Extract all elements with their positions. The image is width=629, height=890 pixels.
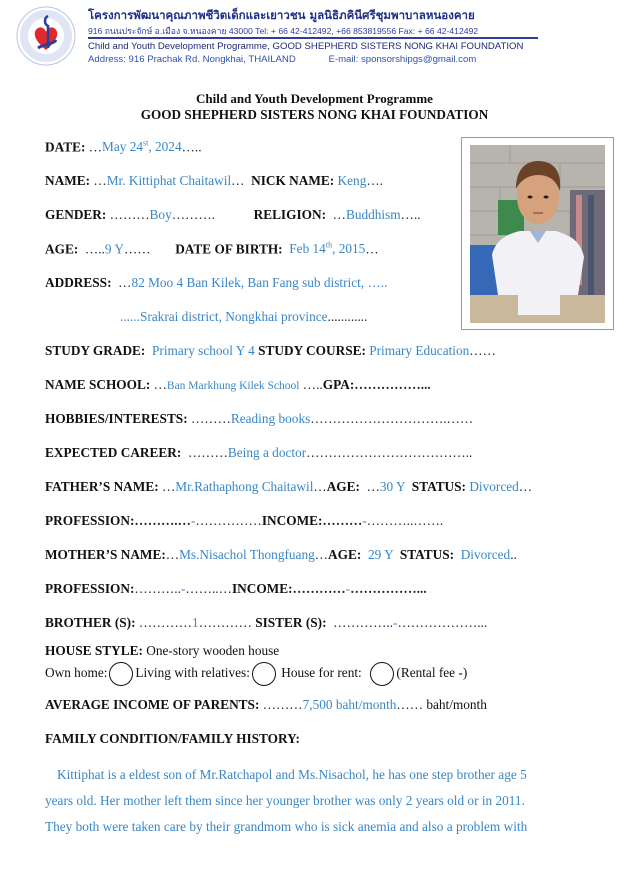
name-label: NAME: [45, 173, 91, 188]
mother-profession-dots-post: ……..… [185, 581, 232, 596]
gender-dots-post: ………. [171, 207, 215, 222]
age-dots: ….. [84, 241, 105, 257]
nickname-value[interactable]: Keng [337, 173, 367, 188]
siblings-row [45, 615, 487, 631]
letterhead-thai-address: 916 ถนนประจักษ์ อ.เมือง จ.หนองคาย 43000 Tel: + 66 42-412492, +66 853819556 Fax: + 66 42-412492 [88, 26, 479, 36]
mother-profession-row [45, 581, 427, 597]
brother-label: BROTHER (S): [45, 615, 136, 630]
relatives-label: Living with relatives: [135, 665, 250, 681]
child-photo-frame [461, 137, 614, 330]
mother-profession-dots: ……….. [134, 581, 181, 596]
career-dots: ……… [187, 445, 228, 460]
letterhead-english-address [88, 54, 476, 65]
brother-value[interactable]: 1 [192, 615, 199, 630]
school-label: NAME SCHOOL: [45, 377, 151, 392]
religion-label: RELIGION: [253, 207, 326, 222]
house-style-label: HOUSE STYLE: [45, 643, 143, 658]
own-home-radio[interactable] [109, 662, 133, 686]
study-course-value[interactable]: Primary Education [369, 343, 470, 358]
address-label: ADDRESS: [45, 275, 112, 290]
hobbies-label: HOBBIES/INTERESTS: [45, 411, 188, 426]
father-dots-post: … [313, 479, 327, 494]
brother-dots: ………… [138, 615, 193, 630]
family-history-label: FAMILY CONDITION/FAMILY HISTORY: [45, 731, 300, 746]
religion-dots-post: ….. [400, 207, 421, 222]
letterhead-english-title: Child and Youth Development Programme, GOOD SHEPHERD SISTERS NONG KHAI FOUNDATION [88, 41, 524, 52]
career-row [45, 445, 472, 461]
mother-income-dots: ………… [292, 581, 346, 596]
address-row-2 [120, 309, 367, 325]
sister-label: SISTER (S): [255, 615, 327, 630]
school-dots: … [153, 377, 167, 392]
hobbies-dots: ……… [190, 411, 231, 426]
gender-dots: ……… [109, 207, 150, 222]
rent-label: House for rent: [281, 665, 362, 681]
relatives-radio[interactable] [252, 662, 276, 686]
mother-status-label: STATUS: [399, 547, 455, 562]
email-link[interactable]: E-mail: sponsorshipgs@gmail.com [328, 54, 477, 65]
family-history-text [45, 762, 600, 840]
father-income-dots-post: ………..……. [366, 513, 444, 528]
house-style-row [45, 643, 279, 659]
father-row [45, 479, 532, 495]
study-grade-value[interactable]: Primary school Y 4 [152, 343, 255, 358]
gpa-value[interactable]: ……………... [354, 377, 431, 392]
hobbies-dots-post: ………………………….…… [310, 411, 474, 426]
father-name-value[interactable]: Mr.Rathaphong Chaitawil [175, 479, 314, 494]
mother-income-dots-post: ……………... [350, 581, 427, 596]
rent-radio[interactable] [370, 662, 394, 686]
hobbies-row [45, 411, 473, 427]
career-dots-post: ……………………………….. [306, 445, 473, 460]
family-history-line: years old. Her mother left them since her younger brother was only 2 years old or in 2011. [45, 793, 525, 808]
dob-value-day: Feb 14 [289, 241, 326, 257]
school-row [45, 377, 431, 393]
average-income-row [45, 697, 487, 713]
date-row [45, 139, 202, 155]
address-line1[interactable]: 82 Moo 4 Ban Kilek, Ban Fang sub district, ….. [131, 275, 388, 290]
foundation-logo-icon [14, 4, 78, 68]
mother-profession-label: PROFESSION: [45, 581, 135, 596]
father-age-label: AGE: [326, 479, 360, 494]
career-value[interactable]: Being a doctor [227, 445, 307, 460]
mother-name-value[interactable]: Ms.Nisachol Thongfuang [179, 547, 315, 562]
father-profession-dots-post: …………… [195, 513, 262, 528]
address-line2-dots-post: ............ [327, 309, 368, 324]
study-grade-label: STUDY GRADE: [45, 343, 146, 358]
sister-dots: ………….. [333, 615, 394, 630]
letterhead-thai-title: โครงการพัฒนาคุณภาพชีวิตเด็กและเยาวชน มูลนิธิภคินีศรีชุมพาบาลหนองคาย [88, 8, 475, 22]
father-profession-value[interactable]: - [190, 513, 196, 528]
father-profession-label: PROFESSION: [45, 513, 135, 528]
income-dots-post: …… [396, 697, 423, 712]
mother-age-label: AGE: [328, 547, 362, 562]
date-label: DATE: [45, 139, 86, 155]
family-history-line: They both were taken care by their grandmom who is sick anemia and also a problem with [45, 819, 528, 834]
study-course-dots: …… [469, 343, 496, 358]
date-value[interactable] [102, 139, 182, 154]
study-row [45, 343, 496, 359]
nickname-label: NICK NAME: [251, 173, 335, 188]
father-status-value[interactable]: Divorced [469, 479, 519, 494]
religion-dots: … [332, 207, 346, 222]
mother-profession-value[interactable]: - [180, 581, 186, 596]
father-name-label: FATHER’S NAME: [45, 479, 159, 494]
document-title-line2: GOOD SHEPHERD SISTERS NONG KHAI FOUNDATION [140, 107, 489, 122]
dob-value-year: , 2015 [332, 241, 366, 257]
name-dots-post: … [231, 173, 245, 188]
income-unit: baht/month [426, 697, 487, 712]
brother-dots-post: ………… [198, 615, 252, 630]
age-dots-post: …… [123, 241, 151, 257]
dob-ordinal: th [325, 241, 333, 250]
father-income-value[interactable]: - [362, 513, 367, 528]
dob-dots-post: … [365, 241, 379, 257]
school-dots-post: ….. [299, 377, 323, 392]
address-dots: … [118, 275, 132, 290]
family-history-line: Kittiphat is a eldest son of Mr.Ratchapol and Ms.Nisachol, he has one step brother age 5 [57, 767, 527, 782]
name-dots: … [93, 173, 107, 188]
mother-age-value[interactable]: 29 Y [367, 547, 394, 562]
career-label: EXPECTED CAREER: [45, 445, 182, 460]
mother-row [45, 547, 517, 563]
sister-dots-post: ………………... [397, 615, 488, 630]
dob-label: DATE OF BIRTH: [175, 241, 283, 257]
father-status-label: STATUS: [411, 479, 466, 494]
name-value[interactable]: Mr. Kittiphat Chaitawil [106, 173, 232, 188]
father-age-value[interactable]: 30 Y [379, 479, 406, 494]
family-history-heading [45, 731, 300, 747]
sister-value[interactable]: - [393, 615, 398, 630]
father-status-dots: … [518, 479, 533, 494]
school-value[interactable]: Ban Markhung Kilek School [166, 380, 300, 392]
age-label: AGE: [45, 241, 79, 257]
address-text: Address: 916 Prachak Rd. Nongkhai, THAILAND [88, 54, 296, 65]
hobbies-value[interactable]: Reading books [230, 411, 311, 426]
document-title-line1: Child and Youth Development Programme [196, 91, 433, 106]
average-income-value[interactable]: 7,500 baht/month [302, 697, 397, 712]
average-income-label: AVERAGE INCOME OF PARENTS: [45, 697, 260, 712]
gpa-label: GPA: [322, 377, 355, 392]
mother-status-dots: .. [510, 547, 517, 562]
date-value-day: May 24 [102, 139, 144, 155]
mother-income-label: INCOME: [231, 581, 293, 596]
rental-fee: (Rental fee -) [396, 665, 468, 681]
mother-dots: … [165, 547, 180, 562]
date-value-year: , 2024 [148, 139, 182, 155]
dob-value[interactable] [289, 241, 365, 256]
father-profession-dots: ……….… [134, 513, 191, 528]
mother-name-label: MOTHER’S NAME: [45, 547, 166, 562]
father-income-label: INCOME: [261, 513, 323, 528]
house-style-value[interactable]: One-story wooden house [146, 643, 280, 658]
father-age-dots: … [366, 479, 380, 494]
date-ordinal: st [143, 139, 149, 148]
address-line2-dots: ...... [120, 309, 140, 324]
address-row [45, 275, 387, 291]
mother-status-value[interactable]: Divorced [460, 547, 511, 562]
gender-label: GENDER: [45, 207, 107, 222]
date-dots: … [88, 139, 103, 155]
own-home-label: Own home: [45, 665, 108, 681]
child-photo [470, 145, 605, 323]
letterhead-divider [88, 37, 538, 39]
gender-religion-row [45, 207, 421, 223]
religion-value[interactable]: Buddhism [345, 207, 401, 222]
date-dots-post: ….. [181, 139, 202, 155]
address-line2[interactable]: Srakrai district, Nongkhai province [139, 309, 328, 324]
gender-value[interactable]: Boy [149, 207, 172, 222]
father-dots: … [161, 479, 176, 494]
study-course-label: STUDY COURSE: [258, 343, 366, 358]
income-dots: ……… [262, 697, 303, 712]
house-type-options [45, 662, 467, 686]
age-dob-row [45, 241, 379, 257]
mother-dots-post: … [314, 547, 329, 562]
name-row [45, 173, 383, 189]
mother-income-value[interactable]: - [345, 581, 351, 596]
father-profession-row [45, 513, 443, 529]
father-income-dots: ……… [322, 513, 363, 528]
age-value[interactable]: 9 Y [104, 241, 124, 257]
nickname-dots: …. [366, 173, 383, 188]
